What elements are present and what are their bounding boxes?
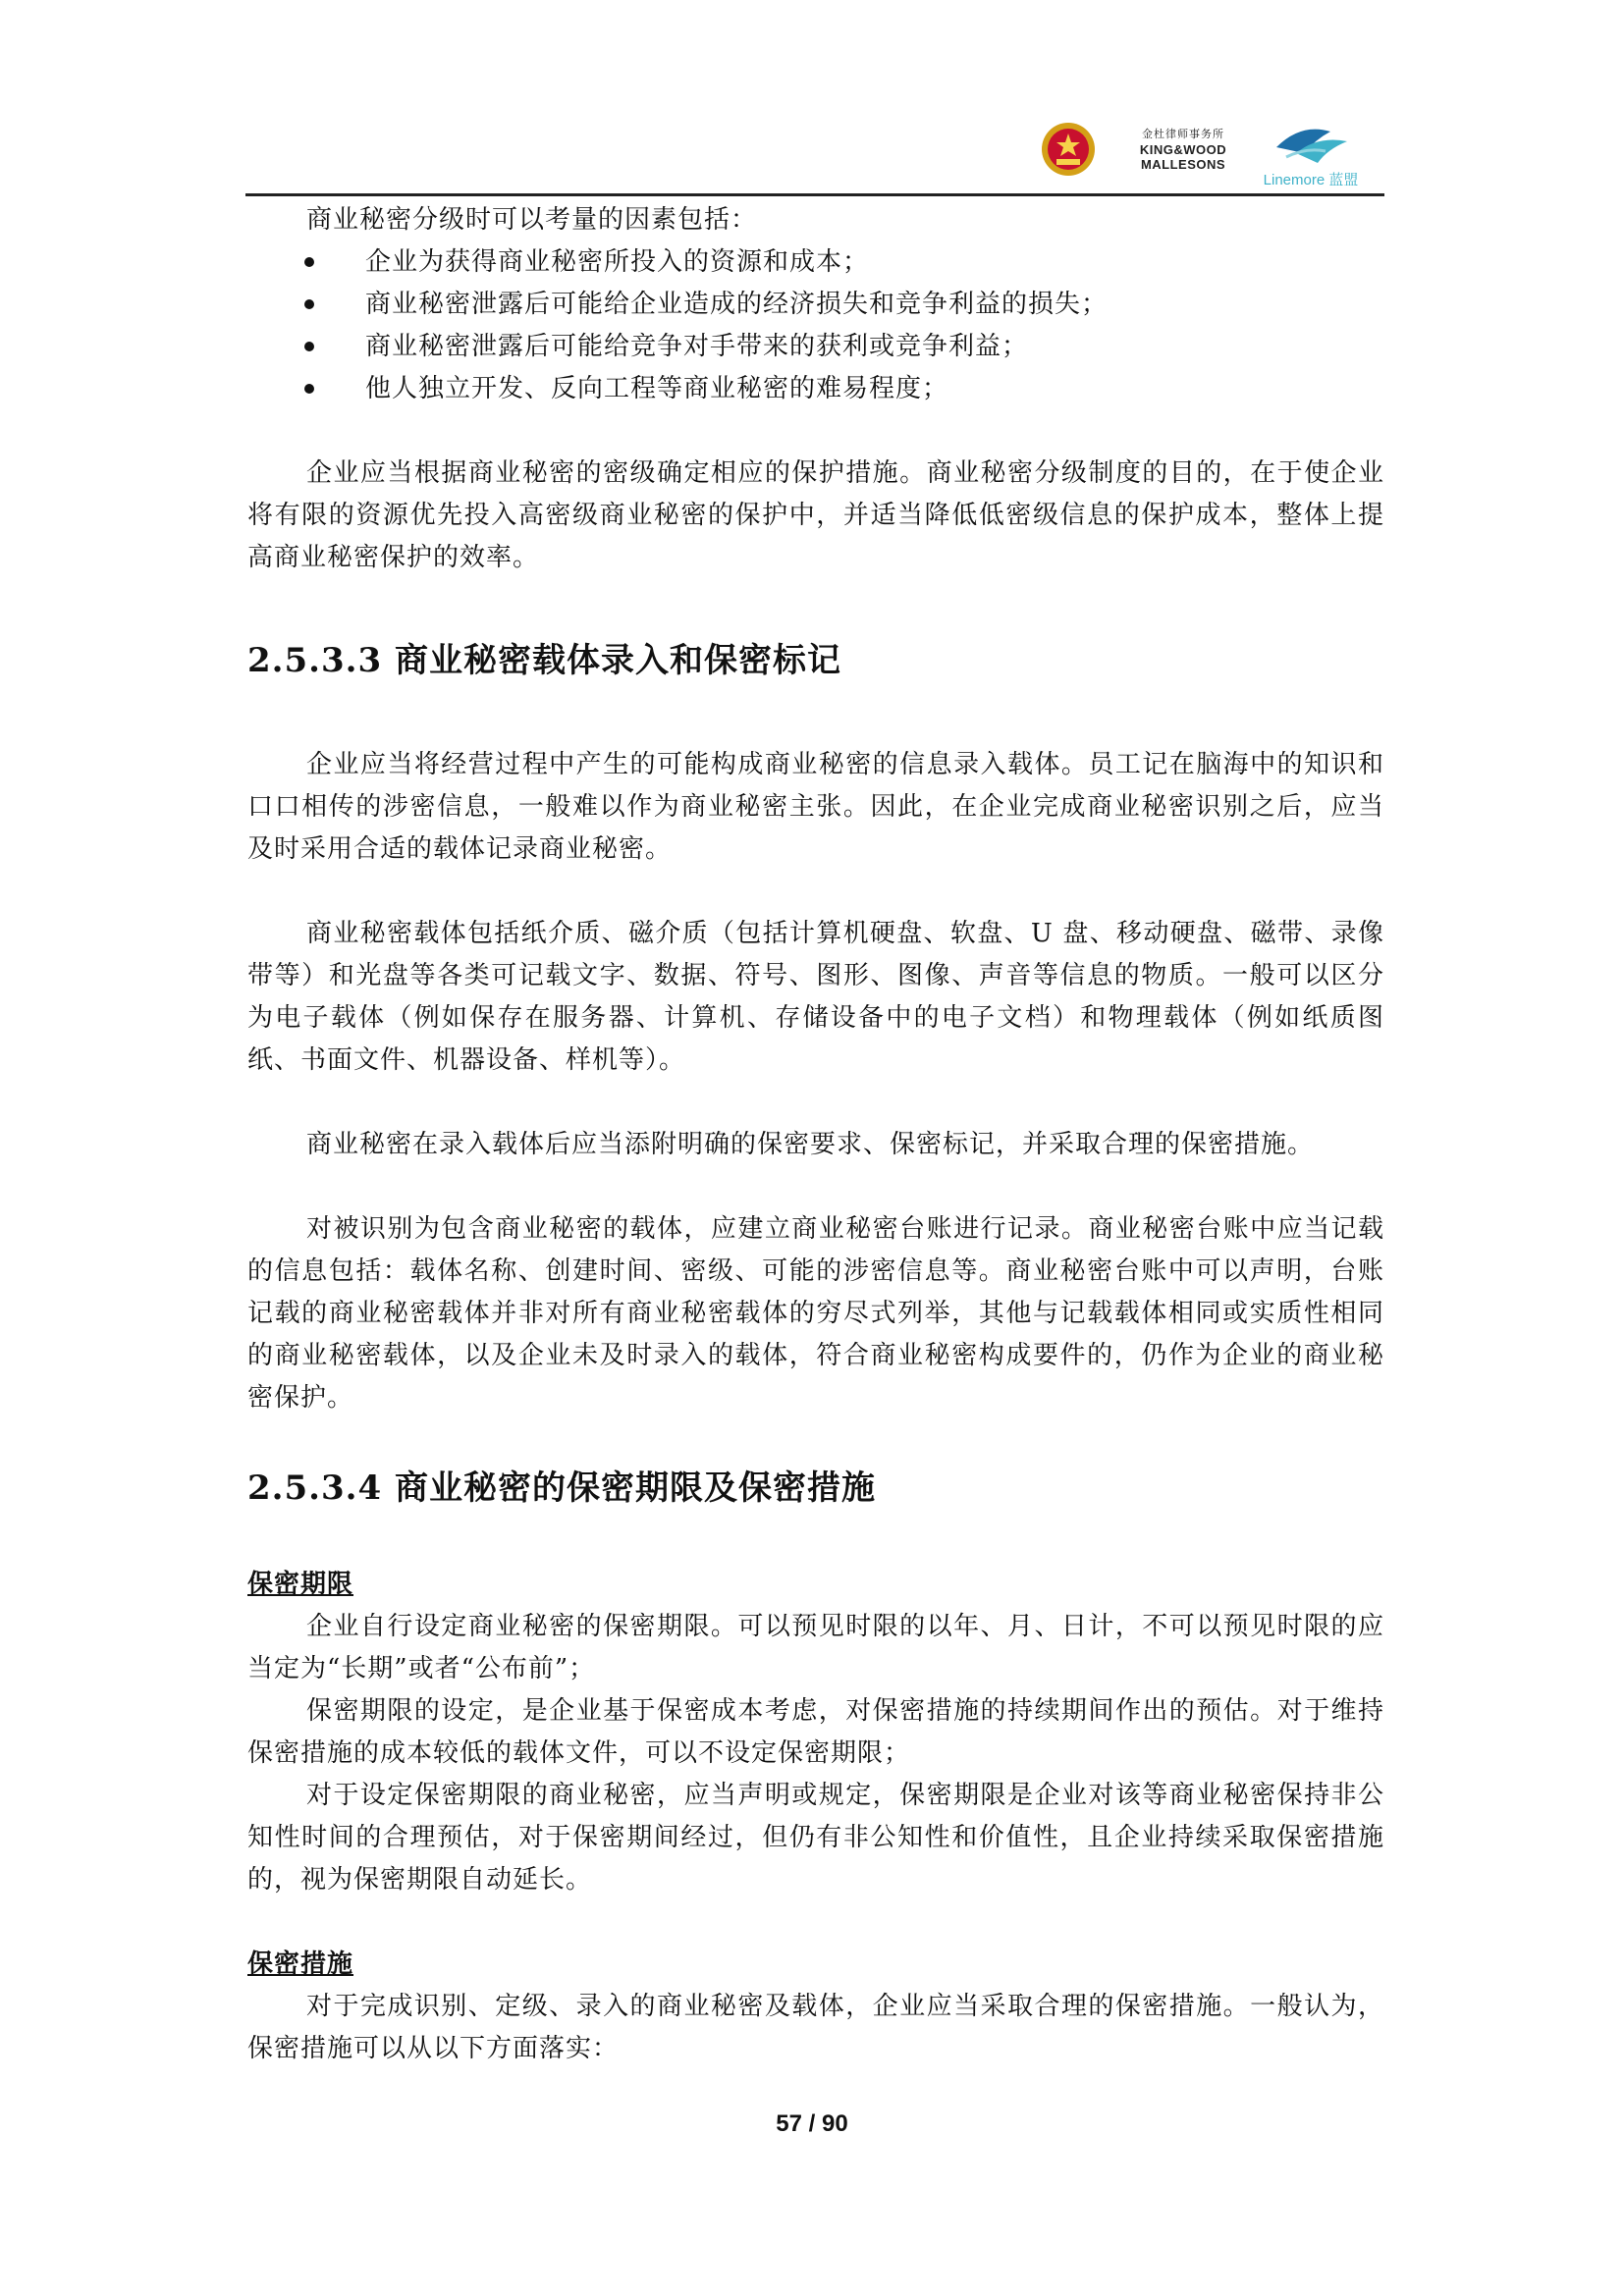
king-wood-mallesons-logo bbox=[1129, 128, 1237, 172]
paragraph: 企业自行设定商业秘密的保密期限。可以预见时限的以年、月、日计，不可以预见时限的应当定为“长期”或者“公布前”； bbox=[247, 1612, 1384, 1683]
paragraph: 对于设定保密期限的商业秘密，应当声明或规定，保密期限是企业对该等商业秘密保持非公知性时间的合理预估，对于保密期间经过，但仍有非公知性和价值性，且企业持续采取保密措施的，视为保密期限自动延长。 bbox=[247, 1781, 1384, 1895]
paragraph: 商业秘密在录入载体后应当添附明确的保密要求、保密标记，并采取合理的保密措施。 bbox=[306, 1130, 1315, 1159]
linemore-text: Linemore 蓝盟 bbox=[1263, 172, 1359, 188]
list-item: 商业秘密泄露后可能给企业造成的经济损失和竞争利益的损失； bbox=[247, 284, 1384, 326]
paragraph: 保密期限的设定，是企业基于保密成本考虑，对保密措施的持续期间作出的预估。对于维持保密措施的成本较低的载体文件，可以不设定保密期限； bbox=[247, 1696, 1384, 1768]
kw-cn-name: 金杜律师事务所 bbox=[1142, 129, 1224, 140]
intro-paragraph: 企业应当根据商业秘密的密级确定相应的保护措施。商业秘密分级制度的目的，在于使企业将有限的资源优先投入高密级商业秘密的保护中，并适当降低低密级信息的保护成本，整体上提高商业秘密保护的效率。 bbox=[247, 458, 1384, 572]
linemore-mark-icon bbox=[1257, 118, 1365, 169]
intro-lead: 商业秘密分级时可以考量的因素包括： bbox=[306, 205, 758, 235]
paragraph: 企业应当将经营过程中产生的可能构成商业秘密的信息录入载体。员工记在脑海中的知识和口口相传的涉密信息，一般难以作为商业秘密主张。因此，在企业完成商业秘密识别之后，应当及时采用合适的载体记录商业秘密。 bbox=[247, 750, 1384, 864]
header-rule bbox=[245, 193, 1384, 196]
paragraph: 商业秘密载体包括纸介质、磁介质（包括计算机硬盘、软盘、U 盘、移动硬盘、磁带、录像带等）和光盘等各类可记载文字、数据、符号、图形、图像、声音等信息的物质。一般可以区分为电子载体（例如保存在服务器、计算机、存储设备中的电子文档）和物理载体（例如纸质图纸、书面文件、机器设备、样机等）。 bbox=[247, 919, 1384, 1075]
bullet-icon bbox=[304, 384, 314, 394]
bullet-icon bbox=[304, 342, 314, 351]
list-item: 企业为获得商业秘密所投入的资源和成本； bbox=[247, 241, 1384, 284]
national-emblem-icon bbox=[1039, 120, 1098, 179]
factor-list bbox=[247, 241, 1384, 410]
paragraph: 对被识别为包含商业秘密的载体，应建立商业秘密台账进行记录。商业秘密台账中应当记载的信息包括：载体名称、创建时间、密级、可能的涉密信息等。商业秘密台账中可以声明，台账记载的商业秘密载体并非对所有商业秘密载体的穷尽式列举，其他与记载载体相同或实质性相同的商业秘密载体，以及企业未及时录入的载体，符合商业秘密构成要件的，仍作为企业的商业秘密保护。 bbox=[247, 1214, 1384, 1413]
kw-en-line2: MALLESONS bbox=[1140, 157, 1226, 172]
document-body bbox=[247, 199, 1384, 2070]
page-number: 57 / 90 bbox=[776, 2110, 848, 2137]
page-header bbox=[245, 108, 1384, 196]
bullet-icon bbox=[304, 257, 314, 267]
bullet-icon bbox=[304, 299, 314, 309]
kw-en-line1: KING&WOOD bbox=[1139, 142, 1227, 157]
linemore-logo bbox=[1257, 118, 1365, 187]
subheading-measures: 保密措施 bbox=[247, 1949, 354, 1979]
list-item: 商业秘密泄露后可能给竞争对手带来的获利或竞争利益； bbox=[247, 326, 1384, 368]
heading-2534: 2.5.3.4 商业秘密的保密期限及保密措施 bbox=[247, 1468, 876, 1508]
paragraph: 对于完成识别、定级、录入的商业秘密及载体，企业应当采取合理的保密措施。一般认为，保密措施可以从以下方面落实： bbox=[247, 1992, 1384, 2063]
list-item: 他人独立开发、反向工程等商业秘密的难易程度； bbox=[247, 368, 1384, 410]
subheading-period: 保密期限 bbox=[247, 1570, 354, 1599]
heading-2533: 2.5.3.3 商业秘密载体录入和保密标记 bbox=[247, 641, 841, 680]
